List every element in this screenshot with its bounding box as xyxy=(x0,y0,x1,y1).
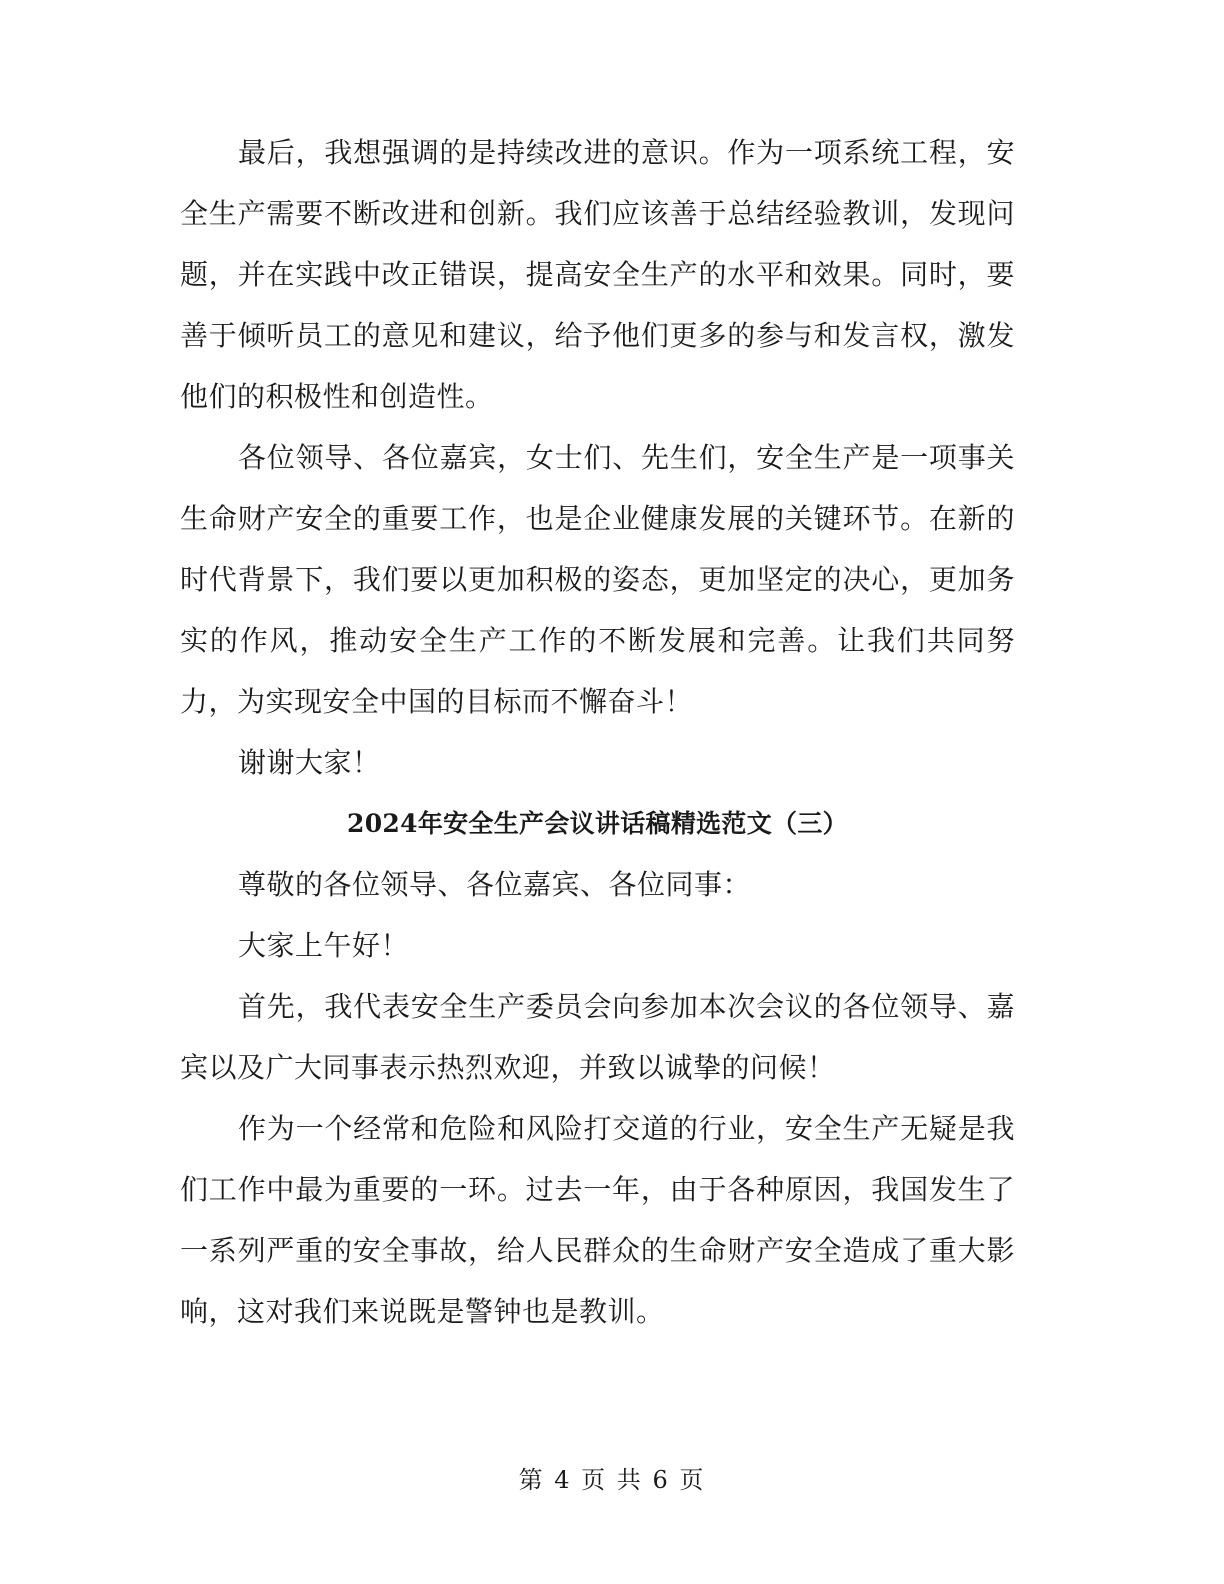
page-number-footer: 第 4 页 共 6 页 xyxy=(518,1466,706,1494)
paragraph-industry-safety: 作为一个经常和危险和风险打交道的行业，安全生产无疑是我们工作中最为重要的一环。过去一年，由于各种原因，我国发生了一系列严重的安全事故，给人民群众的生命财产安全造成了重大影响，这对我们来说既是警钟也是教训。 xyxy=(180,1112,1015,1328)
paragraph-welcome: 首先，我代表安全生产委员会向参加本次会议的各位领导、嘉宾以及广大同事表示热烈欢迎，并致以诚挚的问候！ xyxy=(180,990,1015,1084)
paragraph-salutation: 尊敬的各位领导、各位嘉宾、各位同事： xyxy=(238,868,752,901)
paragraph-closing-remarks: 各位领导、各位嘉宾，女士们、先生们，安全生产是一项事关生命财产安全的重要工作，也是企业健康发展的关键环节。在新的时代背景下，我们要以更加积极的姿态，更加坚定的决心，更加务实的作风，推动安全生产工作的不断发展和完善。让我们共同努力，为实现安全中国的目标而不懈奋斗！ xyxy=(180,441,1015,718)
document-body xyxy=(180,122,1015,1342)
paragraph-greeting: 大家上午好！ xyxy=(238,929,410,962)
paragraph-continuous-improvement: 最后，我想强调的是持续改进的意识。作为一项系统工程，安全生产需要不断改进和创新。我们应该善于总结经验教训，发现问题，并在实践中改正错误，提高安全生产的水平和效果。同时，要善于倾听员工的意见和建议，给予他们更多的参与和发言权，激发他们的积极性和创造性。 xyxy=(180,136,1015,413)
section-title: 2024年安全生产会议讲话稿精选范文（三） xyxy=(347,809,848,838)
paragraph-thanks: 谢谢大家！ xyxy=(238,746,381,779)
